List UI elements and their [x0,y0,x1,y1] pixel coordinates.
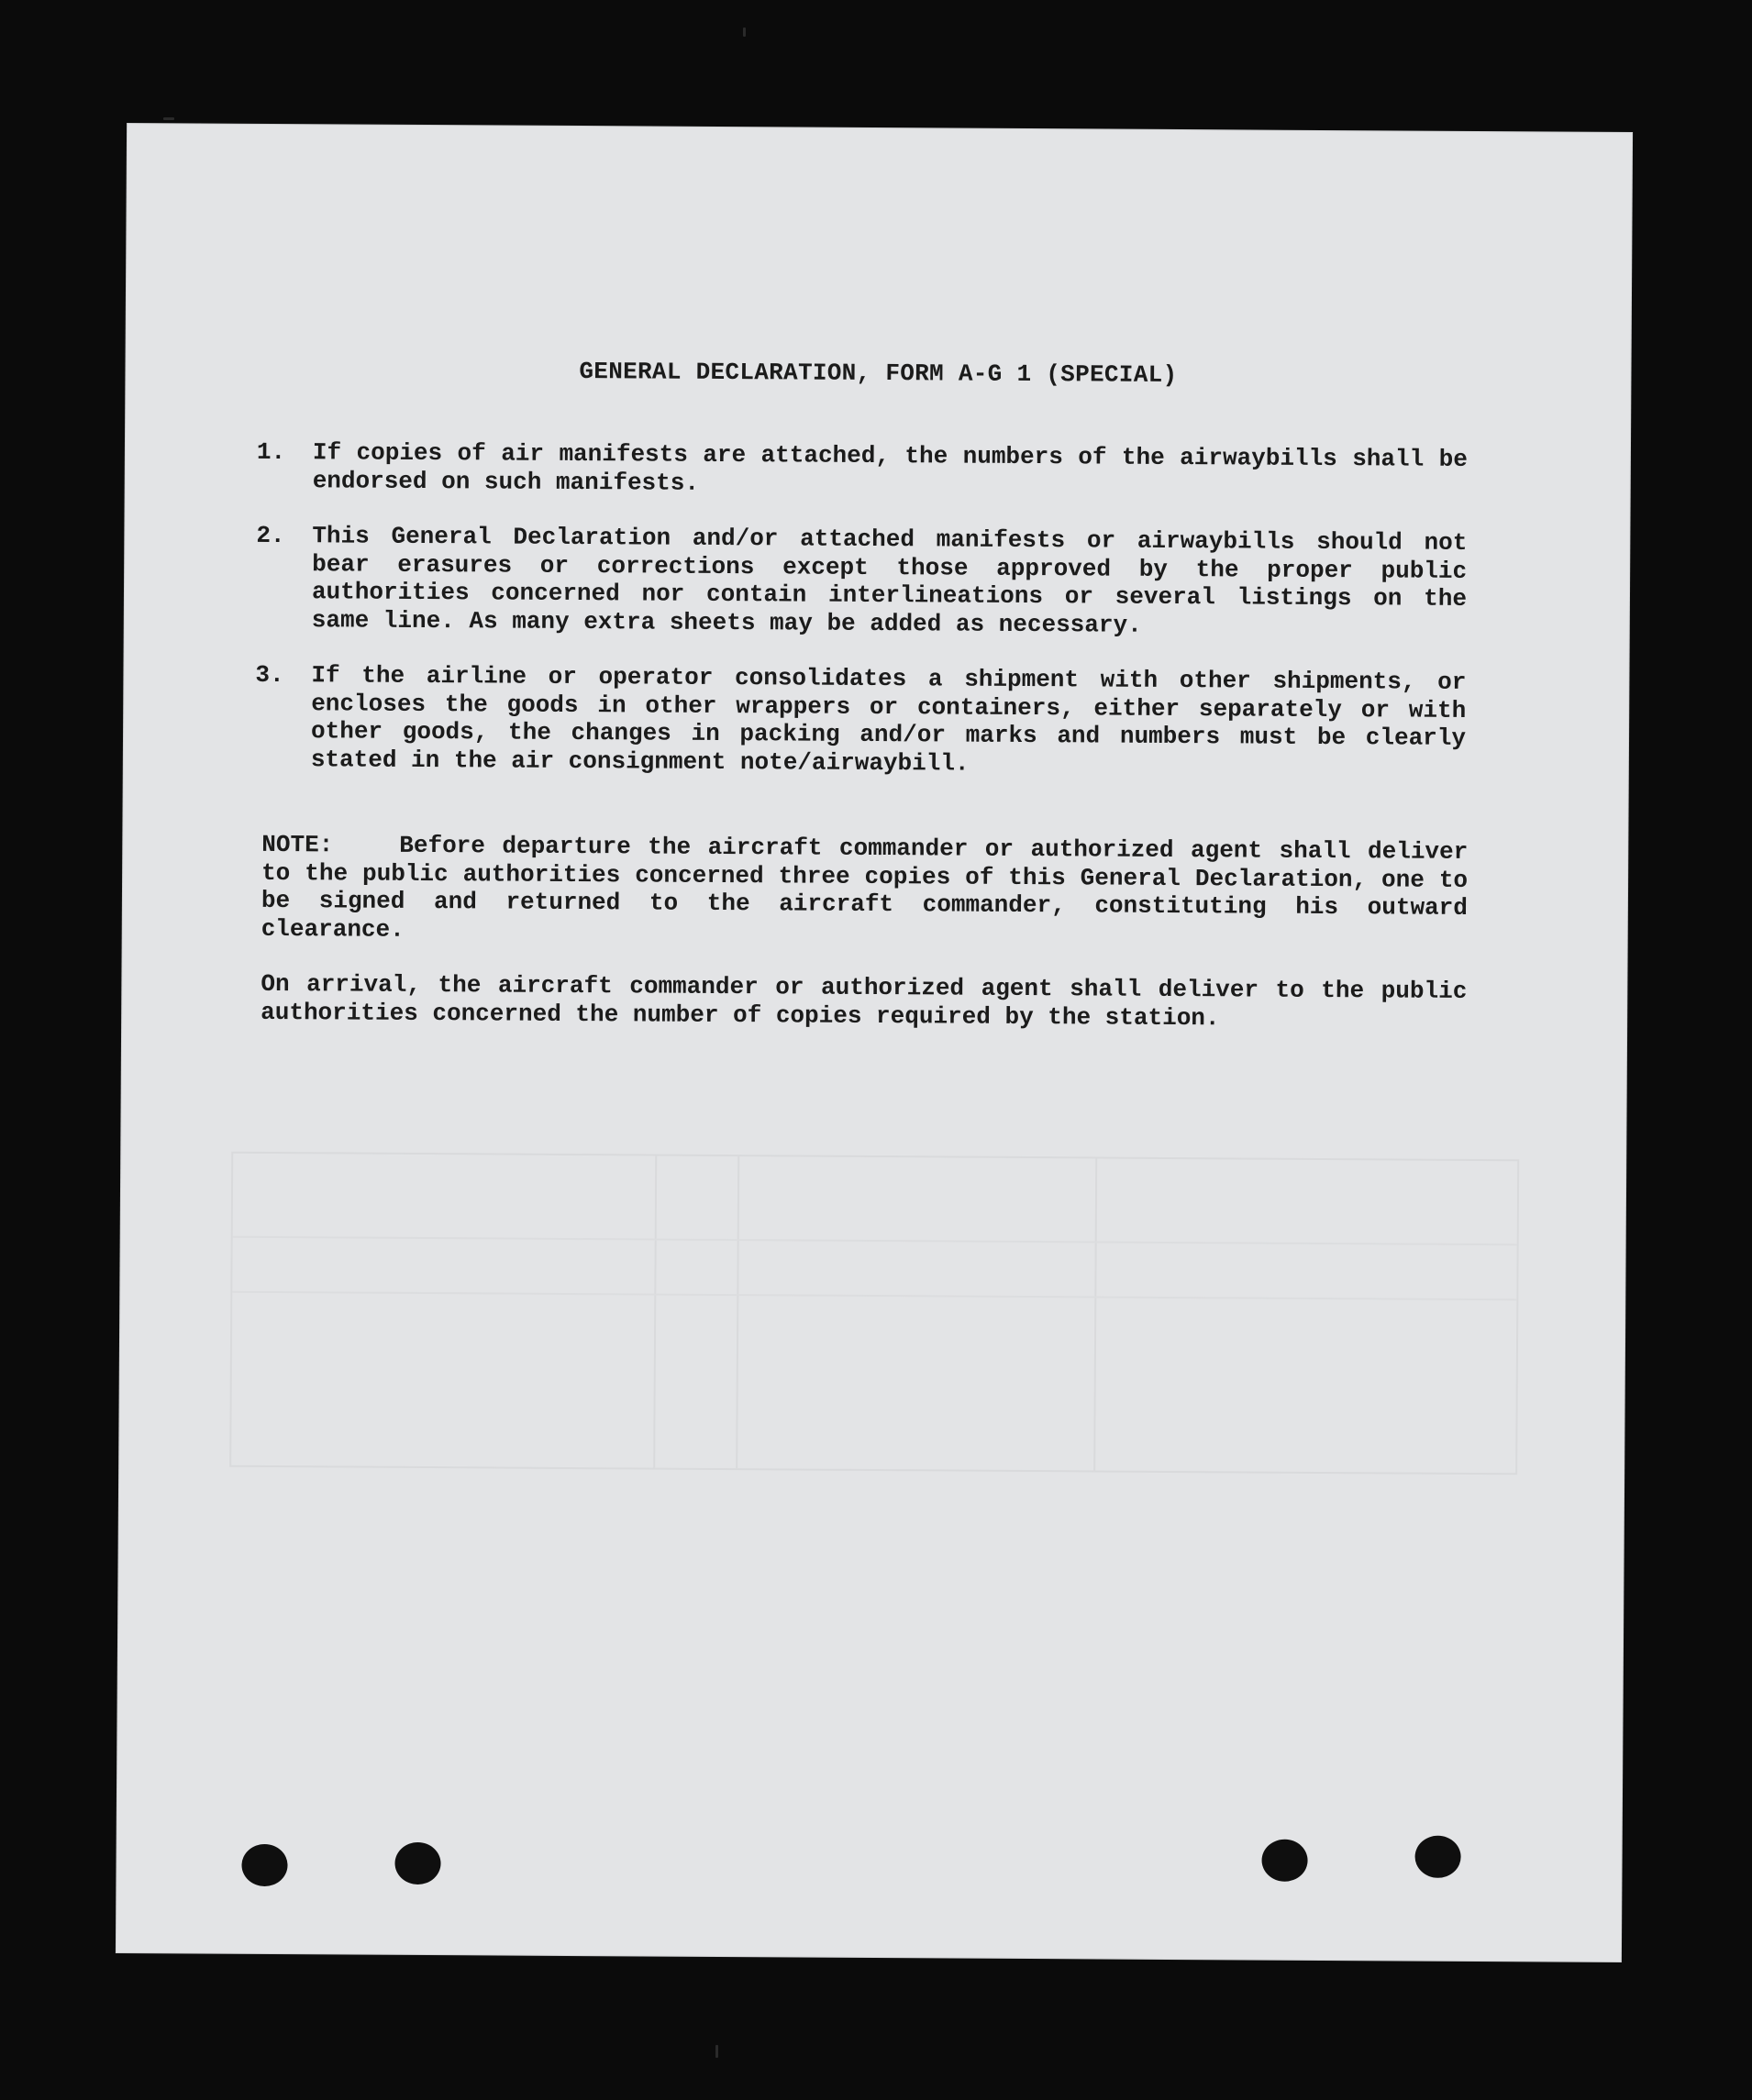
note-paragraph [261,831,1469,950]
item-number: 2. [256,521,285,550]
item-text: If copies of air manifests are attached, the numbers of the airwaybills shall be endorsed on such manifests. [312,438,1468,497]
scan-speck [163,117,174,120]
declaration-text [116,124,1632,1962]
item-number: 3. [255,660,284,690]
punch-hole [1261,1840,1307,1882]
list-item [256,522,1468,641]
punch-hole [241,1844,287,1886]
note-label: NOTE: [261,830,334,859]
punch-hole [394,1842,440,1884]
item-text: This General Declaration and/or attached manifests or airwaybills should not bear erasures or corrections except those approved by the proper public authorities concerned nor contain interlineations or several listings on the same line. As many extra sheets may be added as necessary. [311,522,1468,639]
punch-hole [1414,1836,1460,1878]
arrival-paragraph: On arrival, the aircraft commander or authorized agent shall deliver to the public authorities concerned the number of copies required by the station. [261,969,1468,1032]
item-number: 1. [256,437,286,467]
list-item [255,661,1467,780]
paper-sheet [116,124,1632,1962]
item-text: If the airline or operator consolidates a shipment with other shipments, or encloses the goods in other wrappers or containers, either separately or with other goods, the changes in packing and/or marks and numbers must be clearly stated in the air consignment note/airwaybill. [310,661,1467,778]
page-title: GENERAL DECLARATION, FORM A-G 1 (SPECIAL) [579,358,1178,390]
scan-speck [743,28,746,37]
list-item [257,438,1468,502]
note-text: Before departure the aircraft commander or authorized agent shall deliver to the public authorities concerned three copies of this General Declaration, one to be signed and returned to the aircraft commander, constituting his outward clearance. [261,831,1469,944]
scan-speck [715,2045,718,2058]
